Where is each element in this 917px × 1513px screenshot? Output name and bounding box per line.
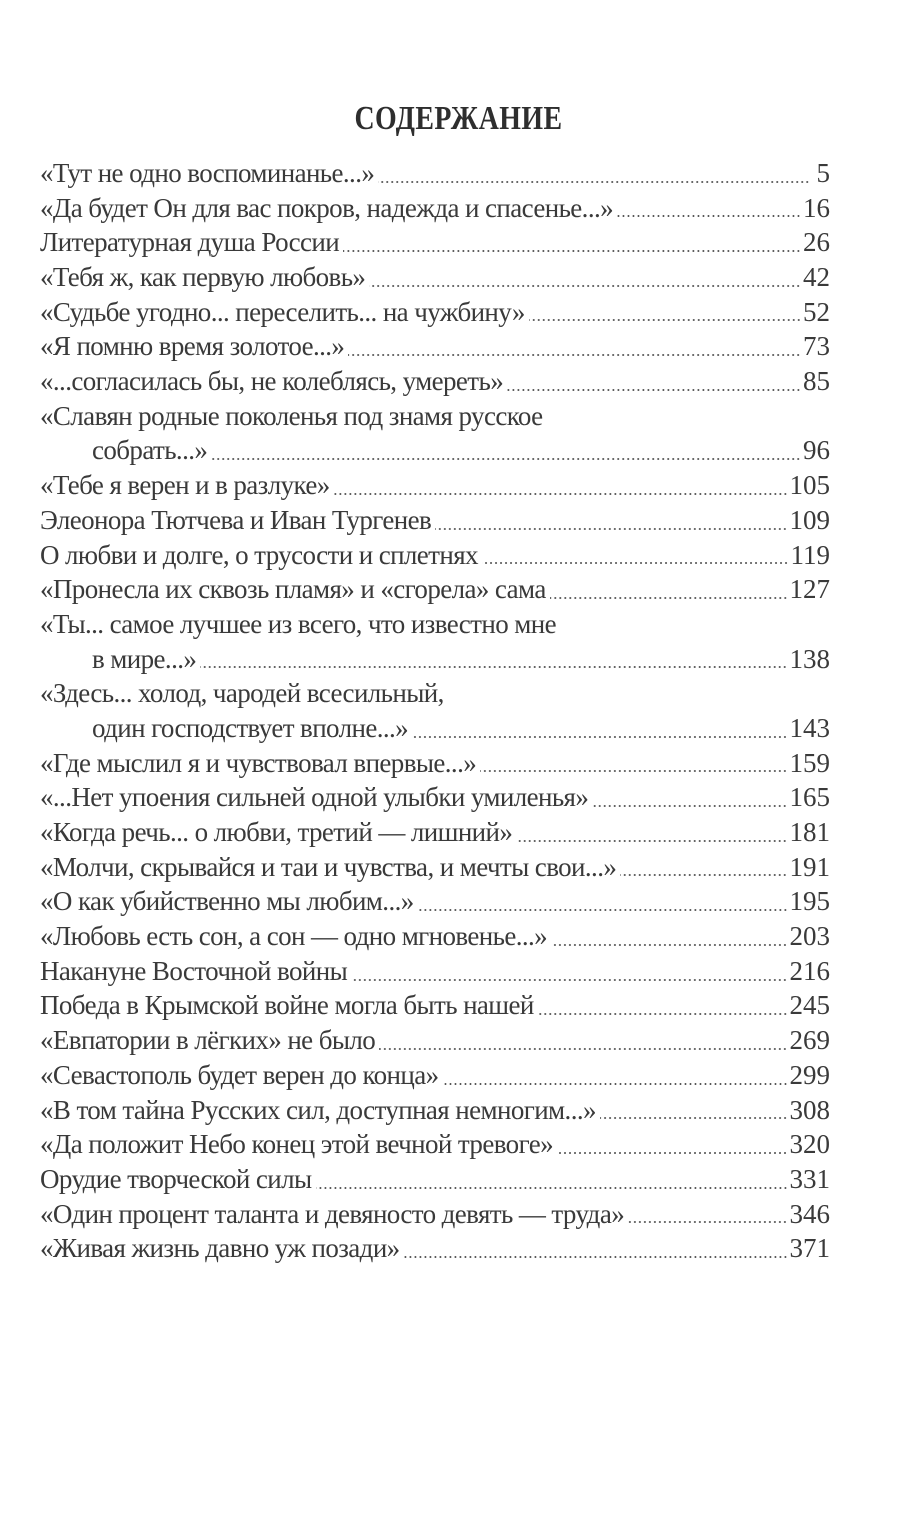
dot-leader (538, 1013, 788, 1015)
toc-entry (40, 919, 830, 954)
dot-leader (482, 562, 789, 564)
toc-entry (40, 746, 830, 781)
toc-entry (40, 260, 830, 295)
toc-entry-title: «Севастополь будет верен до конца» (40, 1059, 439, 1090)
dot-leader (551, 944, 787, 946)
toc-entry (40, 468, 830, 503)
dot-leader (334, 493, 788, 495)
toc-entry (40, 642, 830, 677)
toc-entry-page: 96 (803, 435, 830, 466)
dot-leader (200, 666, 787, 668)
dot-leader (412, 736, 787, 738)
toc-entry-title-line1: «Здесь... холод, чародей всесильный, (40, 678, 444, 709)
toc-entry-title: «Пронесла их сквозь пламя» и «сгорела» сама (40, 574, 546, 605)
toc-entry-title: «Евпатории в лёгких» не было (40, 1025, 376, 1056)
toc-entry-title: Победа в Крымской войне могла быть нашей (40, 990, 534, 1021)
toc-entry (40, 434, 830, 469)
toc-entry-page: 105 (789, 470, 830, 501)
toc-entry-page: 320 (789, 1129, 830, 1160)
toc-entry-title: Литературная душа России (40, 227, 340, 258)
toc-entry-title-line1: «Славян родные поколенья под знамя русское (40, 400, 543, 431)
toc-entry-title: «Судьбе угодно... переселить... на чужбину» (40, 296, 525, 327)
toc-entry (40, 954, 830, 989)
toc-entry (40, 1197, 830, 1232)
toc-entry-title: «Один процент таланта и девяносто девять — труда» (40, 1198, 625, 1229)
toc-entry-page: 269 (789, 1025, 830, 1056)
toc-entry (40, 815, 830, 850)
dot-leader (628, 1221, 787, 1223)
toc-entry (40, 1231, 830, 1266)
toc-entry (40, 191, 830, 226)
toc-entry-page: 216 (789, 955, 830, 986)
toc-entry-page: 16 (803, 192, 830, 223)
toc-entry-title: «Я помню время золотое...» (40, 331, 345, 362)
toc-entry-title: «О как убийственно мы любим...» (40, 886, 414, 917)
toc-entry-page: 299 (789, 1059, 830, 1090)
toc-entry-page: 203 (789, 921, 830, 952)
toc-entry (40, 572, 830, 607)
toc-entry-page: 159 (789, 747, 830, 778)
dot-leader (378, 181, 810, 183)
toc-entry (40, 329, 830, 364)
dot-leader (529, 319, 801, 321)
toc-entry (40, 156, 830, 191)
dot-leader (348, 354, 801, 356)
dot-leader (443, 1083, 788, 1085)
toc-entry-page: 42 (803, 262, 830, 293)
toc-entry-title: Накануне Восточной войны (40, 955, 348, 986)
dot-leader (480, 770, 787, 772)
toc-entry-page: 331 (789, 1163, 830, 1194)
toc-entry-page: 5 (816, 157, 830, 188)
toc-entry (40, 295, 830, 330)
table-of-contents (40, 156, 830, 1266)
toc-entry (40, 1162, 830, 1197)
dot-leader (369, 285, 801, 287)
toc-entry-title: «...Нет упоения сильней одной улыбки умиленья» (40, 782, 589, 813)
toc-entry-title: «В том тайна Русских сил, доступная немногим...» (40, 1094, 596, 1125)
toc-entry (40, 711, 830, 746)
toc-entry-page: 143 (789, 712, 830, 743)
toc-entry-title: «Где мыслил я и чувствовал впервые...» (40, 747, 477, 778)
toc-entry (40, 1093, 830, 1128)
toc-entry-page: 195 (789, 886, 830, 917)
dot-leader (617, 215, 801, 217)
toc-entry-page: 371 (789, 1233, 830, 1264)
toc-entry-title: «Да будет Он для вас покров, надежда и спасенье...» (40, 192, 614, 223)
toc-entry-title: О любви и долге, о трусости и сплетнях (40, 539, 478, 570)
dot-leader (620, 874, 787, 876)
toc-entry-title: «...согласилась бы, не колеблясь, умереть» (40, 366, 504, 397)
dot-leader (211, 458, 801, 460)
toc-entry-title: «Тебе я верен и в разлуке» (40, 470, 330, 501)
dot-leader (343, 250, 801, 252)
toc-entry (40, 1058, 830, 1093)
toc-entry-title: в мире...» (92, 643, 197, 674)
dot-leader (507, 389, 801, 391)
dot-leader (404, 1256, 788, 1258)
toc-entry-title-line1: «Ты... самое лучшее из всего, что известно мне (40, 608, 556, 639)
toc-entry-page: 165 (789, 782, 830, 813)
dot-leader (592, 805, 787, 807)
toc-entry (40, 538, 830, 573)
toc-entry-title: «Да положит Небо конец этой вечной тревоге» (40, 1129, 553, 1160)
toc-entry (40, 503, 830, 538)
dot-leader (435, 528, 787, 530)
toc-entry-page: 127 (789, 574, 830, 605)
toc-entry-page: 245 (789, 990, 830, 1021)
toc-entry-page: 109 (789, 504, 830, 535)
dot-leader (316, 1187, 788, 1189)
toc-entry-title: один господствует вполне...» (92, 712, 409, 743)
toc-entry-title: «Любовь есть сон, а сон — одно мгновенье...» (40, 921, 548, 952)
toc-entry-page: 308 (789, 1094, 830, 1125)
toc-entry (40, 1127, 830, 1162)
toc-entry-title: «Живая жизнь давно уж позади» (40, 1233, 400, 1264)
toc-entry-title: «Когда речь... о любви, третий — лишний» (40, 817, 513, 848)
toc-entry (40, 780, 830, 815)
dot-leader (550, 597, 788, 599)
toc-entry-title: «Молчи, скрывайся и таи и чувства, и мечты свои...» (40, 851, 617, 882)
toc-entry-title: Орудие творческой силы (40, 1163, 312, 1194)
toc-entry (40, 850, 830, 885)
toc-entry-page: 119 (790, 539, 830, 570)
dot-leader (600, 1117, 788, 1119)
dot-leader (557, 1152, 788, 1154)
toc-entry (40, 884, 830, 919)
toc-entry-page: 85 (803, 366, 830, 397)
toc-entry-page: 73 (803, 331, 830, 362)
toc-entry-title: Элеонора Тютчева и Иван Тургенев (40, 504, 432, 535)
toc-entry (40, 989, 830, 1024)
page-title: СОДЕРЖАНИЕ (354, 100, 563, 137)
toc-entry (40, 225, 830, 260)
dot-leader (418, 909, 788, 911)
toc-entry (40, 1023, 830, 1058)
toc-entry-title: собрать...» (92, 435, 208, 466)
dot-leader (351, 979, 787, 981)
toc-entry-page: 52 (803, 296, 830, 327)
toc-entry-page: 346 (789, 1198, 830, 1229)
toc-entry-title: «Тут не одно воспоминанье...» (40, 157, 375, 188)
dot-leader (379, 1048, 787, 1050)
toc-entry-title: «Тебя ж, как первую любовь» (40, 262, 366, 293)
toc-entry (40, 364, 830, 399)
toc-entry-page: 26 (803, 227, 830, 258)
toc-entry-page: 138 (789, 643, 830, 674)
toc-entry-page: 181 (789, 817, 830, 848)
dot-leader (516, 840, 787, 842)
toc-entry-page: 191 (789, 851, 830, 882)
